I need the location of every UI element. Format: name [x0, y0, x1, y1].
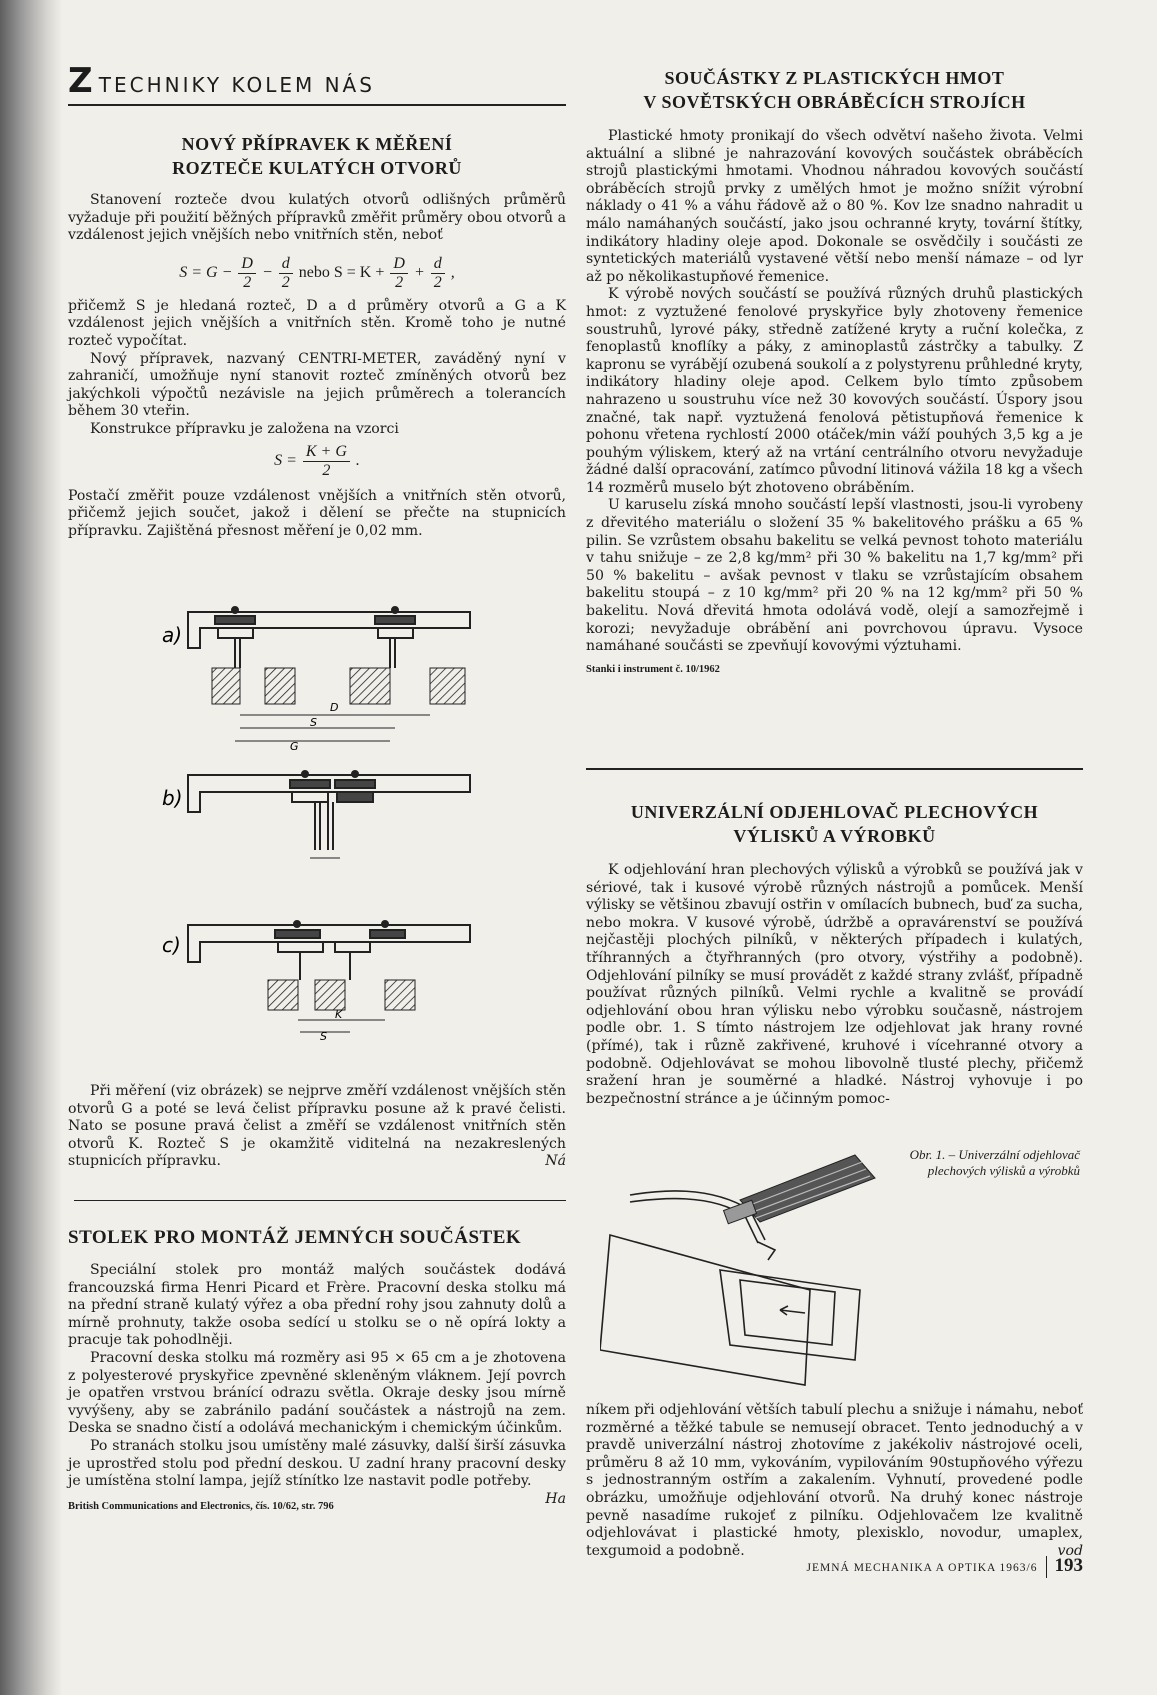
formula-op: − — [261, 263, 273, 281]
fraction — [279, 255, 293, 292]
paragraph-text: Při měření (viz obrázek) se nejprve změří vzdálenost vnějších stěn otvorů G a poté se levá čelist přípravku posune až k pravé čelisti. Nato se posune pravá čelist a změří se vzdálenost vnitřních stěn otvorů K. Rozteč S je okamžitě viditelná na nezakreslených stupnicích přípravku. — [68, 1083, 566, 1170]
dim-label: S — [310, 716, 317, 729]
article-title-line2: ROZTEČE KULATÝCH OTVORŮ — [172, 158, 462, 178]
workpiece-c — [268, 980, 415, 1032]
caliper-figure — [140, 600, 520, 1040]
paragraph: K výrobě nových součástí se používá různých druhů plastických hmot: z vyztužené fenolové pryskyřice byly zhotoveny řemenice soustruhů, lyrové páky, středně zatížené kryty a ruční kolečka, z fenoplastů knoflíky a páky, z aminoplastů zástrčky a tabulky. Z kapronu se vyrábějí ozubená soukolí a z polystyrenu průhledné kryty, indikátory hladiny oleje apod. Celkem bylo tímto způsobem nahrazeno u soustruhu více než 30 kovových součástí. Úspory jsou značné, tak např. vyztužená fenolová pětistupňová řemenice k pohonu vřetena rychlostí 2000 otáček/min váží pouhých 3,5 kg a je pouhým výliskem, který až na vrtání centrálního otvoru nevyžaduje žádné další opracování, zatímco původní litinová vážila 18 kg a všech 14 rozměrů muselo být zhotoveno obráběním. — [586, 286, 1083, 496]
fraction-den: 2 — [281, 273, 290, 291]
article-title-line1: SOUČÁSTKY Z PLASTICKÝCH HMOT — [664, 68, 1005, 88]
article-centri-meter — [68, 132, 566, 540]
article-title: STOLEK PRO MONTÁŽ JEMNÝCH SOUČÁSTEK — [68, 1227, 522, 1248]
source-citation: Stanki i instrument č. 10/1962 — [586, 663, 720, 675]
article-title-line1: UNIVERZÁLNÍ ODJEHLOVAČ PLECHOVÝCH — [630, 802, 1039, 822]
fraction-den: 2 — [243, 273, 252, 291]
formula-1 — [68, 255, 566, 292]
article-title-line1: NOVÝ PŘÍPRAVEK K MĚŘENÍ — [181, 134, 453, 154]
fig-label-c: c) — [162, 933, 181, 957]
paragraph: K odjehlování hran plechových výlisků a výrobků se používá jak v sériové, tak i kusové výrobě různých nástrojů a pomůcek. Menší výlisky se většinou zbavují ostřin v omílacích bubnech, buď za sucha, nebo mokra. V kusové výrobě, údržbě a opravárenství se používá nejčastěji plochých pilníků, v některých případech i kulatých, tříhranných a čtyřhranných (pro otvory, výstřihy a podobně). Odjehlování pilníky se musí provádět z každé strany zvlášť, případně používat různých pilníků. Velmi rychle a kvalitně se provádí odjehlování obou hran výlisku nebo výrobku současně, nástrojem podle obr. 1. S tímto nástrojem lze odjehlovat jak hrany rovné (přímé), tak i různě zakřivené, kruhové i vícehranné otvory a podobně. Odjehlovávat se mohou libovolně tlusté plechy, přičemž sražení hran je souměrné a hladké. Nástroj vyhovuje i po bezpečnostní stránce a je účinným pomoc- — [586, 862, 1083, 1107]
fraction-den: 2 — [395, 273, 404, 291]
author-signature: vod — [1057, 1542, 1083, 1559]
paragraph: Nový přípravek, nazvaný CENTRI-METER, zaváděný nyní v zahraničí, umožňuje nyní stanovit rozteč zmíněných otvorů bez jakýchkoli výpočtů nezávisle na jejich průměrech a tolerancích během 30 vteřin. — [68, 350, 566, 420]
formula-mid: nebo S = K + — [298, 263, 385, 281]
paragraph: Postačí změřit pouze vzdálenost vnějších a vnitřních stěn otvorů, přičemž jejich součet, jakož i dělení se přečte na stupnicích přípravku. Zajištěná přesnost měření je 0,02 mm. — [68, 487, 566, 539]
article-centri-meter-cont — [68, 1083, 566, 1171]
paragraph-text: Po stranách stolku jsou umístěny malé zásuvky, další širší zásuvka je uprostřed stolu pod přední deskou. U zadní hrany pracovní desky je umístěna stolní lampa, jejíž stínítko lze nastavit podle potřeby. — [68, 1437, 566, 1490]
formula-lhs: S = — [274, 451, 297, 469]
article-plastics — [586, 66, 1083, 675]
paragraph — [586, 1402, 1083, 1560]
fraction-num: D — [238, 255, 256, 274]
caliper-b — [188, 771, 470, 850]
fraction-num: d — [431, 255, 445, 274]
deburring-tool-figure — [600, 1150, 900, 1390]
paragraph: Pracovní deska stolku má rozměry asi 95 × 65 cm a je zhotovena z polyesterové pryskyřice zpevněné skleněným vláknem. Její povrch je opatřen vrstvou bránící odrazu světla. Okraje desky jsou mírně vyvýšeny, aby se zabránilo padání součástek a nástrojů na zem. Deska se snadno čistí a odolává mechanickým i chemickým účinkům. — [68, 1349, 566, 1437]
formula-op: + — [413, 263, 425, 281]
fraction-num: D — [390, 255, 408, 274]
article-montage-table — [68, 1226, 566, 1512]
footer-divider — [1046, 1556, 1047, 1578]
article-separator — [586, 768, 1083, 770]
article-deburrer — [586, 800, 1083, 1108]
binding-shadow — [0, 0, 62, 1695]
workpiece-a — [212, 668, 465, 741]
paragraph: přičemž S je hledaná rozteč, D a d průměry otvorů a G a K vzdálenost jejich vnějších a vnitřních stěn. Kromě toho je nutné rozteč vypočítat. — [68, 297, 566, 349]
fraction-den: 2 — [433, 273, 442, 291]
source-citation: British Communications and Electronics, čís. 10/62, str. 796 — [68, 1500, 334, 1512]
article-title-line2: VÝLISKŮ A VÝROBKŮ — [733, 826, 936, 846]
author-signature: Ná — [545, 1153, 566, 1170]
fig-label-a: a) — [162, 623, 183, 647]
paragraph: Stanovení rozteče dvou kulatých otvorů odlišných průměrů vyžaduje při použití běžných přípravků změřit průměry obou otvorů a vzdálenost jejich vnějších nebo vnitřních stěn, neboť — [68, 192, 566, 244]
fraction — [238, 255, 256, 292]
fig-label-b: b) — [162, 786, 183, 810]
fraction — [431, 255, 445, 292]
paragraph: Speciální stolek pro montáž malých součástek dodává francouzská firma Henri Picard et Frère. Pracovní deska stolku má na přední straně kulatý výřez a oba přední rohy jsou zahnuty dolů a mírně prohnuty, takže osoba sedící u stolku se o ně opírá lokty a pracuje tak pohodlněji. — [68, 1262, 566, 1349]
fraction — [303, 443, 350, 480]
section-title: TECHNIKY KOLEM NÁS — [98, 73, 375, 97]
sheet-metal — [600, 1235, 810, 1385]
page-number: 193 — [1054, 1555, 1083, 1576]
caliper-a — [188, 607, 470, 668]
formula-end: , — [450, 263, 455, 281]
paragraph-text: níkem při odjehlování větších tabulí plechu a snižuje i námahu, neboť rozměrné a těžké tabule se nemusejí obracet. Tento jednoduchý a v pravdě univerzální nástroj zhotovíme z jakékoliv nástrojové oceli, průměru 8 až 10 mm, vykováním, vypilováním 90stupňového výřezu s jednostranným ostřím a zakalením. Vyhnutí, provedené podle obrázku, umožňuje odjehlování otvorů. Na druhý konec nástroje pevně nasadíme rukojeť z pilníku. Odjehlovačem lze kvalitně odjehlovávat i plastické hmoty, plexisklo, novodur, umaplex, texgumoid a podobně. — [586, 1402, 1083, 1559]
caliper-c — [188, 921, 470, 980]
fraction-num: K + G — [303, 443, 350, 462]
paragraph: Plastické hmoty pronikají do všech odvětví našeho života. Velmi aktuální a slibné je nahrazování kovových součástek obráběcích strojů plastickými hmotami. Vhodnou náhradou kovových součástí obráběcích strojů prvky z umělých hmot je možno snížit výrobní náklady o 41 % a váhu řádově až o 80 %. Kov lze snadno nahradit u málo namáhaných součástí, jako jsou ochranné kryty, tovární štítky, indikátory hladiny oleje apod. Dokonale se osvědčily i součásti ze syntetických materiálů vystavené větší nebo menší námaze – od lyr až po několikastupňové řemenice. — [586, 128, 1083, 285]
dim-label: G — [290, 740, 299, 753]
figure-caption: Obr. 1. – Univerzální odjehlovač plechových výlisků a výrobků — [909, 1147, 1080, 1178]
article-deburrer-cont — [586, 1402, 1083, 1560]
section-header — [68, 61, 566, 101]
paragraph: U karuselu získá mnoho součástí lepší vlastnosti, jsou-li vyrobeny z dřevitého materiálu o složení 35 % bakelitového prášku a 65 % pilin. Se vzrůstem obsahu bakelitu se velká pevnost tohoto materiálu v tahu snižuje – ze 2,8 kg/mm² při 30 % bakelitu na 1,7 kg/mm² při 50 % bakelitu – avšak pevnost v tlaku se vzrůstajícím obsahem bakelitu stoupá – z 10 kg/mm² při 20 % na 12 kg/mm² při 50 % bakelitu. Nová dřevitá hmota odolává vodě, olejí a samozřejmě i korozi; nevyžaduje obrábění ani povrchovou úpravu. Vysoce namáhané součásti se zpevňují kovovými výztuhami. — [586, 497, 1083, 655]
fraction — [390, 255, 408, 292]
tool-handle — [724, 1155, 875, 1224]
section-rule — [68, 104, 566, 106]
dim-label: D — [330, 701, 339, 714]
formula-2 — [68, 443, 566, 480]
journal-name: JEMNÁ MECHANIKA A OPTIKA 1963/6 — [806, 1562, 1038, 1574]
tool-tip — [758, 1242, 775, 1260]
dim-label: K — [335, 1008, 343, 1021]
fraction-num: d — [279, 255, 293, 274]
section-prefix: Z — [68, 61, 94, 101]
fraction-den: 2 — [322, 461, 331, 479]
author-signature: Ha — [545, 1490, 566, 1507]
formula-lhs: S = G − — [179, 263, 233, 281]
article-title-line2: V SOVĚTSKÝCH OBRÁBĚCÍCH STROJÍCH — [643, 92, 1026, 112]
page-footer — [807, 1555, 1084, 1578]
paragraph — [68, 1083, 566, 1171]
formula-end: . — [355, 451, 360, 469]
article-separator — [74, 1200, 566, 1201]
dim-label: S — [320, 1030, 327, 1040]
paragraph: Konstrukce přípravku je založena na vzorci — [90, 420, 399, 437]
